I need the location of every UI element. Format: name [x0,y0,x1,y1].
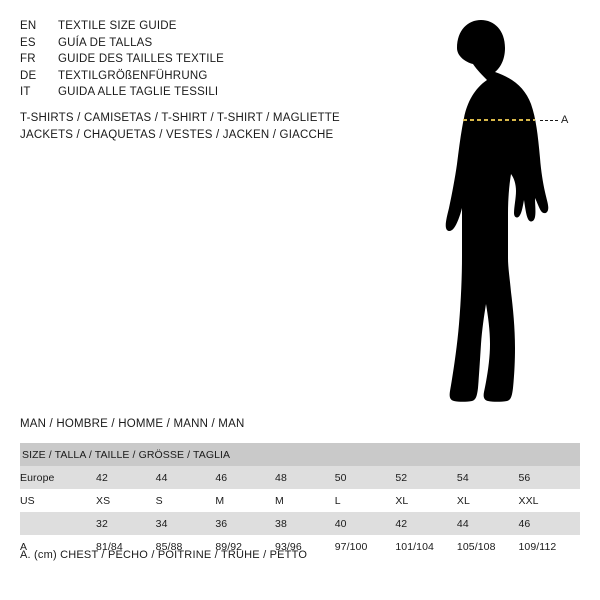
cell: 36 [215,512,275,535]
language-title: GUIDA ALLE TAGLIE TESSILI [58,86,219,98]
cell: 32 [96,512,156,535]
cell: 81/84 [96,535,156,558]
language-row [20,68,360,85]
language-code: IT [20,86,31,98]
row-label: US [20,489,96,512]
language-row [20,18,360,35]
cell: M [275,489,335,512]
table-title: MAN / HOMBRE / HOMME / MANN / MAN [20,418,245,430]
row-label [20,512,96,535]
garment-categories [20,110,420,144]
language-row [20,35,360,52]
row-label: Europe [20,466,96,489]
cell: L [335,489,396,512]
cell: M [215,489,275,512]
cell: 38 [275,512,335,535]
cell: 89/92 [215,535,275,558]
table-row [20,466,580,489]
cell: 101/104 [395,535,457,558]
language-title: TEXTILE SIZE GUIDE [58,20,177,32]
language-title: GUÍA DE TALLAS [58,36,153,49]
language-header-block [20,18,360,101]
cell: 52 [395,466,457,489]
cell: XL [395,489,457,512]
cell: 50 [335,466,396,489]
language-code: EN [20,20,37,32]
language-code: ES [20,36,36,49]
category-jackets: JACKETS / CHAQUETAS / VESTES / JACKEN / GIACCHE [20,129,334,141]
cell: 109/112 [518,535,580,558]
language-code: FR [20,53,36,65]
cell: 44 [457,512,519,535]
cell: 93/96 [275,535,335,558]
cell: 54 [457,466,519,489]
male-silhouette-figure [395,8,600,408]
category-tshirts: T-SHIRTS / CAMISETAS / T-SHIRT / T-SHIRT / MAGLIETTE [20,112,340,124]
cell: 48 [275,466,335,489]
cell: 42 [96,466,156,489]
size-table [20,443,580,558]
cell: 85/88 [156,535,216,558]
cell: XS [96,489,156,512]
language-row [20,84,360,101]
language-row [20,51,360,68]
cell: 42 [395,512,457,535]
table-row [20,489,580,512]
measurement-footnote: A. (cm) CHEST / PECHO / POITRINE / TRUHE / PETTO [20,549,308,561]
cell: 40 [335,512,396,535]
table-row [20,512,580,535]
cell: XXL [518,489,580,512]
cell: XL [457,489,519,512]
table-header-row [20,443,580,466]
cell: 44 [156,466,216,489]
cell: 97/100 [335,535,396,558]
measure-label-a: A [561,114,569,126]
measure-leader-line [540,120,558,122]
table-header-label: SIZE / TALLA / TAILLE / GRÖSSE / TAGLIA [20,443,580,466]
language-title: TEXTILGRÖßENFÜHRUNG [58,69,208,82]
language-code: DE [20,69,37,82]
language-title: GUIDE DES TAILLES TEXTILE [58,53,225,65]
cell: 34 [156,512,216,535]
silhouette-icon [395,8,600,408]
cell: 46 [215,466,275,489]
cell: 46 [518,512,580,535]
cell: 105/108 [457,535,519,558]
cell: 56 [518,466,580,489]
row-label: A [20,535,96,558]
cell: S [156,489,216,512]
